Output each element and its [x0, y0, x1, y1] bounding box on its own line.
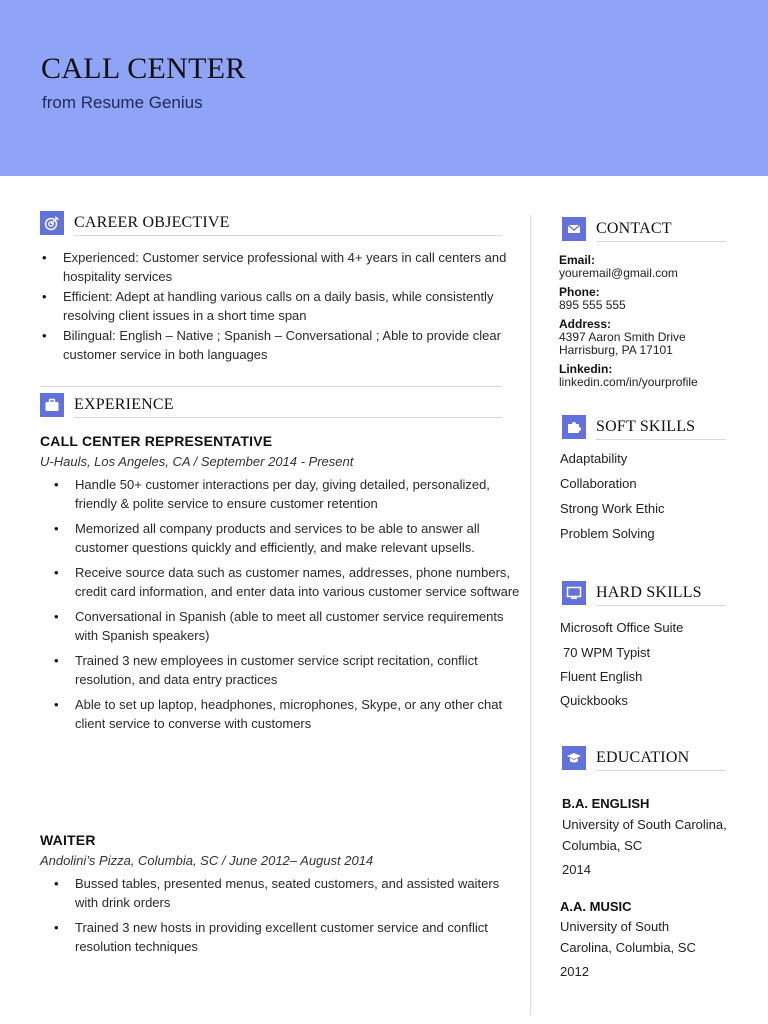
list-item: • Conversational in Spanish (able to meet all customer service requirements with Spanish speakers) [75, 607, 525, 645]
graduation-year: 2012 [560, 964, 589, 979]
target-icon [40, 211, 64, 235]
section-title: SOFT SKILLS [596, 418, 696, 435]
list-item: • Bilingual: English – Native ; Spanish – Conversational ; Able to provide clear customer service in both languages [63, 326, 523, 364]
address-label: Address: [559, 317, 612, 331]
list-item: • Able to set up laptop, headphones, microphones, Skype, or any other chat client service to converse with customers [75, 695, 525, 733]
list-item: • Handle 50+ customer interactions per day, giving detailed, personalized, friendly & polite service to ensure customer retention [75, 475, 525, 513]
email-value[interactable]: youremail@gmail.com [559, 266, 678, 280]
list-item: Problem Solving [560, 526, 655, 541]
list-item: • Trained 3 new employees in customer service script recitation, conflict resolution, and data entry practices [75, 651, 525, 689]
list-item: 70 WPM Typist [563, 645, 651, 660]
section-rule [596, 241, 726, 242]
experience-heading [40, 393, 174, 417]
linkedin-value[interactable]: linkedin.com/in/yourprofile [559, 375, 698, 389]
degree-title: A.A. MUSIC [560, 899, 632, 914]
section-rule [596, 770, 726, 771]
contact-details [559, 254, 759, 395]
school-line: University of South [560, 919, 670, 934]
email-label: Email: [559, 253, 596, 267]
hard-skills-list [560, 620, 760, 717]
list-item: • Experienced: Customer service professional with 4+ years in call centers and hospitality services [63, 248, 523, 286]
section-rule [40, 386, 502, 387]
hard-skills-heading [562, 581, 702, 605]
phone-label: Phone: [559, 285, 600, 299]
list-item: Microsoft Office Suite [560, 620, 684, 635]
section-rule [596, 605, 726, 606]
address-line-1: 4397 Aaron Smith Drive [559, 330, 686, 344]
school-line: Carolina, Columbia, SC [560, 940, 696, 955]
job-title: WAITER [40, 832, 96, 848]
job-title: CALL CENTER REPRESENTATIVE [40, 433, 273, 449]
list-item: • Trained 3 new hosts in providing excellent customer service and conflict resolution techniques [75, 918, 525, 956]
header-banner [0, 0, 768, 176]
career-objective-heading [40, 211, 230, 235]
job-meta: Andolini’s Pizza, Columbia, SC / June 2012– August 2014 [40, 853, 374, 868]
monitor-icon [562, 581, 586, 605]
section-rule [74, 235, 502, 236]
phone-value: 895 555 555 [559, 298, 626, 312]
section-title: HARD SKILLS [596, 584, 702, 601]
school-line: University of South Carolina, [562, 817, 727, 832]
job-duties-list [75, 874, 525, 962]
graduation-year: 2014 [562, 862, 591, 877]
linkedin-label: Linkedin: [559, 362, 613, 376]
soft-skills-heading [562, 415, 695, 439]
section-title: EDUCATION [596, 749, 690, 766]
job-meta: U-Hauls, Los Angeles, CA / September 2014 - Present [40, 454, 354, 469]
envelope-icon [562, 217, 586, 241]
graduation-cap-icon [562, 746, 586, 770]
list-item: Collaboration [560, 476, 637, 491]
career-objective-list [63, 248, 523, 365]
briefcase-icon [40, 393, 64, 417]
list-item: • Receive source data such as customer names, addresses, phone numbers, credit card information, and enter data into various customer service software [75, 563, 525, 601]
section-title: CAREER OBJECTIVE [74, 214, 230, 231]
list-item: Adaptability [560, 451, 628, 466]
list-item: • Memorized all company products and services to be able to answer all customer questions quickly and efficiently, and make relevant upsells. [75, 519, 525, 557]
section-rule [596, 439, 726, 440]
column-divider [530, 215, 531, 1015]
education-heading [562, 746, 689, 770]
contact-heading [562, 217, 672, 241]
list-item: Quickbooks [560, 693, 628, 708]
list-item: Fluent English [560, 669, 643, 684]
puzzle-icon [562, 415, 586, 439]
job-duties-list [75, 475, 525, 739]
section-rule [74, 417, 502, 418]
list-item: Strong Work Ethic [560, 501, 665, 516]
degree-title: B.A. ENGLISH [562, 796, 650, 811]
section-title: CONTACT [596, 220, 672, 237]
address-line-2: Harrisburg, PA 17101 [559, 343, 673, 357]
school-line: Columbia, SC [562, 838, 643, 853]
list-item: • Bussed tables, presented menus, seated customers, and assisted waiters with drink orders [75, 874, 525, 912]
resume-subtitle: from Resume Genius [42, 93, 203, 112]
resume-title: CALL CENTER [41, 52, 246, 85]
soft-skills-list [560, 451, 760, 551]
list-item: • Efficient: Adept at handling various calls on a daily basis, while consistently resolving client issues in a short time span [63, 287, 523, 325]
section-title: EXPERIENCE [74, 396, 174, 413]
